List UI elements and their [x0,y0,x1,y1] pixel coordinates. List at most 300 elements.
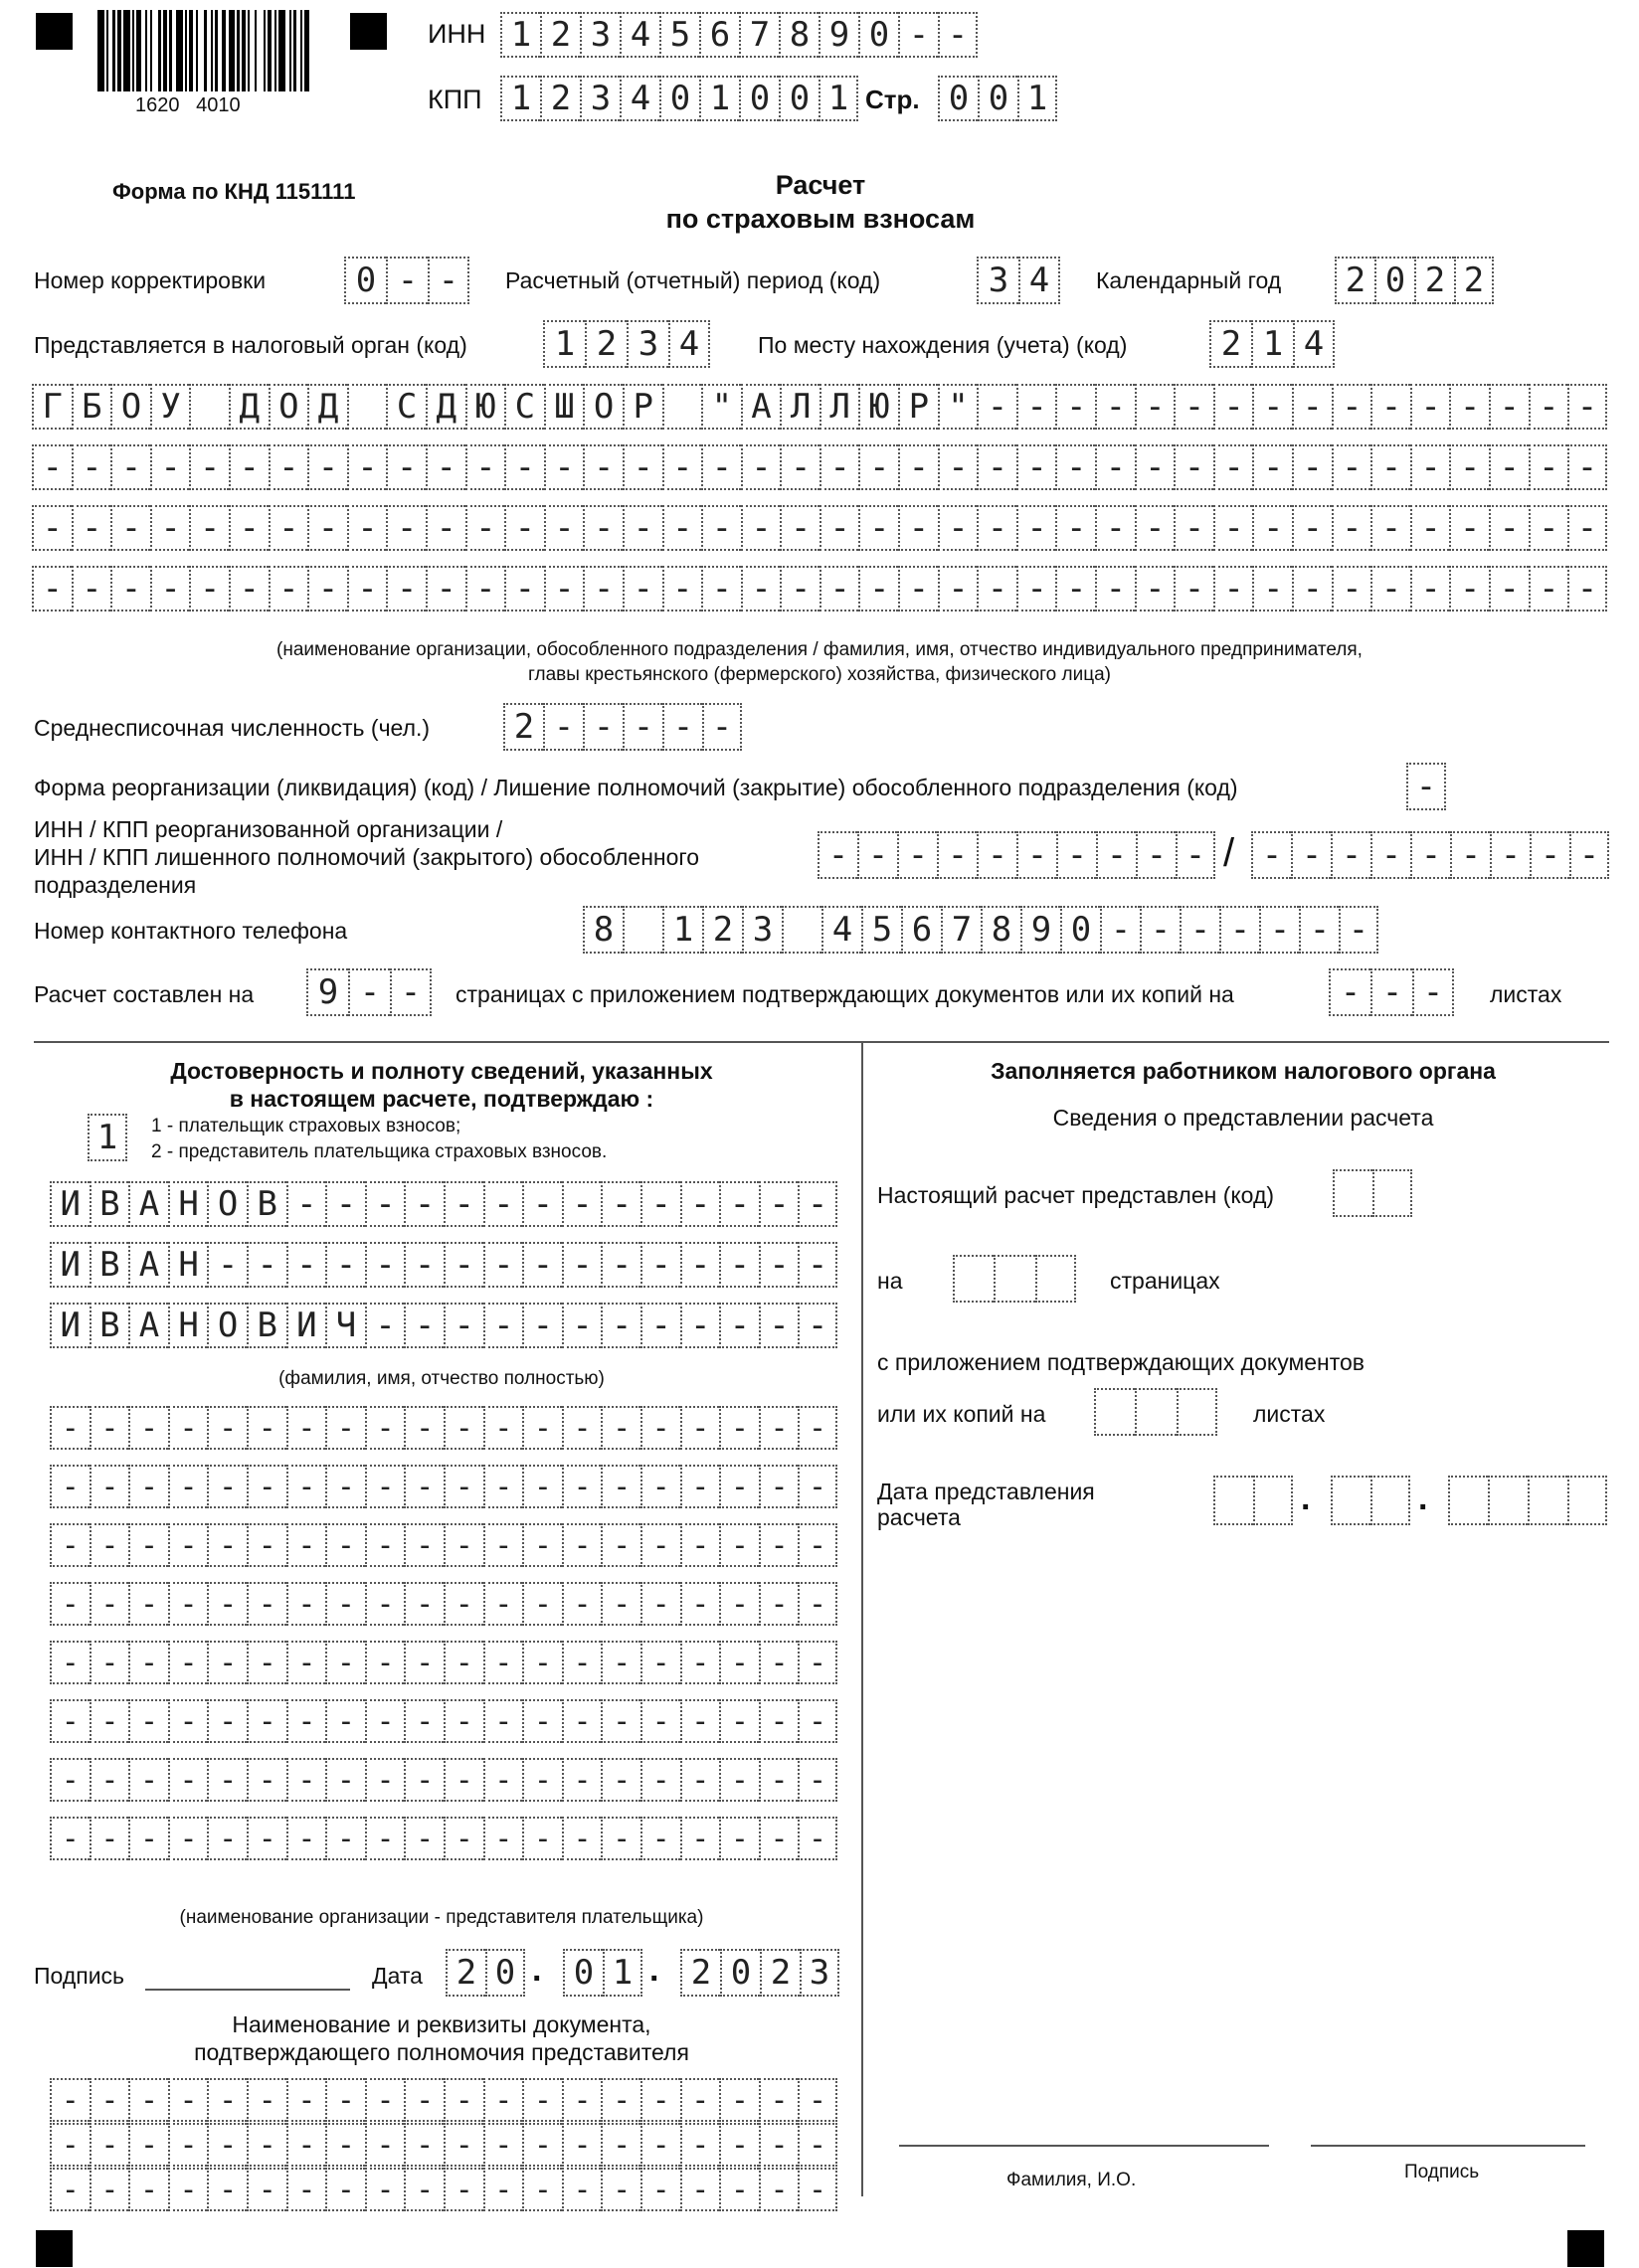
char-cell: - [1370,831,1410,879]
char-cell: - [759,2168,799,2211]
char-cell: - [759,1465,799,1508]
char-cell: 8 [981,906,1020,954]
officer-fio-label: Фамилия, И.О. [1006,2170,1137,2190]
char-cell [782,906,821,954]
char-cell: - [286,1758,326,1802]
char-cell: 0 [1060,906,1100,954]
period-field[interactable] [977,257,1060,304]
char-cell: - [680,1582,720,1626]
inn-field[interactable] [500,12,978,58]
char-cell: - [562,2168,602,2211]
char-cell: - [562,1465,602,1508]
char-cell: - [798,1523,837,1567]
signature-line[interactable] [145,1989,350,1991]
char-cell: - [1213,384,1253,430]
submission-date-label-2: расчета [877,1504,961,1530]
char-cell: - [1135,505,1175,551]
char-cell: - [1332,444,1371,490]
char-cell: - [1174,566,1213,611]
char-cell: - [719,1758,759,1802]
char-cell: - [50,1758,90,1802]
kpp-field[interactable] [500,76,858,121]
org-name-row-2[interactable] [32,444,1607,490]
rep-org-row-1[interactable] [50,1406,837,1450]
char-cell: - [286,1181,326,1227]
char-cell: - [426,566,465,611]
date-dot-2: . [649,1951,659,1989]
char-cell: - [1174,444,1213,490]
rep-org-row-8[interactable] [50,1817,837,1860]
char-cell: - [404,1406,444,1450]
char-cell: - [1213,566,1253,611]
char-cell: - [483,1181,523,1227]
char-cell: - [269,505,308,551]
date-month-field[interactable] [563,1949,642,1997]
char-cell: - [1370,444,1410,490]
char-cell: - [857,831,897,879]
char-cell: - [325,1817,365,1860]
char-cell: - [247,2123,286,2167]
char-cell: 1 [1017,76,1057,121]
char-cell: - [583,703,623,751]
char-cell: - [1329,968,1370,1016]
char-cell: 3 [627,320,668,368]
char-cell: - [601,1699,640,1743]
char-cell: - [1016,566,1056,611]
attach-label-2: или их копий на [877,1401,1046,1427]
char-cell: - [1370,566,1410,611]
char-cell: - [1100,906,1140,954]
patronymic-field[interactable] [50,1303,837,1348]
char-cell: - [1490,831,1530,879]
char-cell: - [365,1181,405,1227]
fio-caption: (фамилия, имя, отчество полностью) [278,1368,605,1389]
rep-org-row-3[interactable] [50,1523,837,1567]
char-cell: - [207,1406,247,1450]
confirm-heading-1: Достоверность и полноту сведений, указанных [170,1058,713,1084]
reorg-kpp-field[interactable] [1251,831,1609,879]
char-cell: - [1449,505,1489,551]
officer-pages-label: страницах [1110,1268,1220,1294]
title-line1: Расчет [775,170,866,200]
char-cell: 2 [1454,257,1494,304]
char-cell: - [1095,444,1135,490]
char-cell: 0 [720,1949,760,1997]
rep-org-row-6[interactable] [50,1699,837,1743]
char-cell: В [90,1181,129,1227]
char-cell: - [640,1242,680,1288]
char-cell: - [247,1582,286,1626]
submission-month-field[interactable] [1331,1476,1410,1525]
char-cell: - [1410,566,1450,611]
char-cell: 4 [1293,320,1335,368]
char-cell: - [1410,831,1450,879]
submitted-code-field[interactable] [1333,1169,1412,1217]
char-cell: - [562,2078,602,2122]
char-cell: - [741,566,781,611]
char-cell: - [247,2078,286,2122]
officer-pages-field[interactable] [953,1255,1076,1303]
date-year-field[interactable] [680,1949,839,1997]
char-cell: Г [32,384,72,430]
char-cell: - [798,1303,837,1348]
char-cell: 4 [1018,257,1060,304]
char-cell: - [759,1242,799,1288]
officer-name-line[interactable] [899,2145,1269,2147]
reorg-slash: / [1223,831,1235,875]
char-cell: - [522,1758,562,1802]
char-cell: - [583,444,623,490]
char-cell: - [562,1242,602,1288]
corner-marker-bottom-right [1567,2230,1604,2267]
char-cell: - [562,1758,602,1802]
sheets-field[interactable] [1329,968,1454,1016]
char-cell: - [719,2078,759,2122]
char-cell: - [858,566,898,611]
char-cell: - [1292,505,1332,551]
char-cell: - [1055,384,1095,430]
char-cell: - [522,1817,562,1860]
char-cell: - [444,1817,483,1860]
char-cell: 5 [861,906,901,954]
char-cell: - [662,566,702,611]
char-cell: - [640,1699,680,1743]
char-cell: - [544,444,584,490]
org-name-row-4[interactable] [32,566,1607,611]
rep-org-row-2[interactable] [50,1465,837,1508]
char-cell: - [247,1699,286,1743]
char-cell: - [50,1523,90,1567]
char-cell: - [1567,384,1607,430]
char-cell: - [347,505,387,551]
char-cell: - [562,1817,602,1860]
char-cell: - [110,444,150,490]
reorg-field[interactable] [1406,763,1446,810]
char-cell: - [1135,384,1175,430]
char-cell: - [719,1406,759,1450]
char-cell: - [128,2123,168,2167]
char-cell: - [404,1699,444,1743]
char-cell: - [1489,384,1529,430]
char-cell: - [719,1699,759,1743]
char-cell: - [444,1181,483,1227]
char-cell: - [780,505,820,551]
pages-field[interactable] [306,968,432,1016]
char-cell: - [1332,384,1371,430]
char-cell: - [247,1523,286,1567]
char-cell: 2 [1335,257,1374,304]
char-cell: - [444,1465,483,1508]
submission-date-dot-2: . [1418,1480,1428,1517]
phone-field[interactable] [583,906,1378,954]
page-field[interactable] [938,76,1057,121]
char-cell: - [1095,384,1135,430]
reorg-inn-label-2: ИНН / КПП лишенного полномочий (закрытого) обособленного [34,844,700,870]
char-cell: 0 [938,76,978,121]
rep-org-row-7[interactable] [50,1758,837,1802]
empty-cell [1177,1388,1217,1436]
char-cell: - [719,1465,759,1508]
char-cell: - [820,505,859,551]
char-cell: - [1135,444,1175,490]
char-cell: - [1370,505,1410,551]
officer-sheets-field[interactable] [1094,1388,1217,1436]
sheets-end-label: листах [1490,981,1562,1007]
char-cell: - [522,1242,562,1288]
char-cell: - [207,2078,247,2122]
char-cell: - [128,2168,168,2211]
char-cell: - [522,1406,562,1450]
empty-cell [1370,1476,1410,1525]
char-cell: - [522,2123,562,2167]
char-cell: - [72,505,111,551]
char-cell: - [680,1465,720,1508]
char-cell: Р [623,384,662,430]
char-cell: - [1213,505,1253,551]
char-cell: 6 [901,906,941,954]
barcode-bar [278,10,285,91]
char-cell: - [1252,566,1292,611]
surname-field[interactable] [50,1181,837,1227]
char-cell: - [168,2168,208,2211]
org-name-row-3[interactable] [32,505,1607,551]
correction-field[interactable] [344,257,469,304]
period-label: Расчетный (отчетный) период (код) [505,267,881,293]
char-cell: - [583,505,623,551]
doc-row-2[interactable] [50,2123,837,2167]
location-label: По месту нахождения (учета) (код) [758,332,1128,358]
char-cell: - [522,1699,562,1743]
char-cell [623,906,662,954]
confirm-heading-2: в настоящем расчете, подтверждаю : [229,1086,654,1112]
char-cell: - [522,2168,562,2211]
char-cell: - [640,1817,680,1860]
char-cell: - [1055,505,1095,551]
char-cell: - [1529,505,1568,551]
signature-label: Подпись [34,1963,125,1989]
empty-cell [1372,1169,1412,1217]
form-code: Форма по КНД 1151111 [112,179,356,204]
char-cell: - [798,2078,837,2122]
doc-row-3[interactable] [50,2168,837,2211]
char-cell: Н [168,1181,208,1227]
char-cell: - [404,1181,444,1227]
char-cell: - [189,566,229,611]
reorg-inn-field[interactable] [818,831,1215,879]
char-cell [189,384,229,430]
char-cell: - [858,505,898,551]
char-cell: 8 [583,906,623,954]
signer-option-1: 1 - плательщик страховых взносов; [151,1116,461,1136]
char-cell: - [444,2123,483,2167]
char-cell: " [938,384,978,430]
char-cell: 1 [603,1949,642,1997]
char-cell: С [504,384,544,430]
char-cell: Ш [544,384,584,430]
char-cell: - [128,1406,168,1450]
name-field[interactable] [50,1242,837,1288]
char-cell: - [640,1465,680,1508]
char-cell: Ч [325,1303,365,1348]
char-cell: - [404,1582,444,1626]
char-cell: - [1529,384,1568,430]
barcode-bar [198,10,205,91]
char-cell: - [1016,505,1056,551]
officer-sign-line[interactable] [1311,2145,1585,2147]
char-cell: О [583,384,623,430]
char-cell: - [90,2078,129,2122]
char-cell: - [128,1523,168,1567]
char-cell: - [325,1582,365,1626]
char-cell: - [404,1758,444,1802]
char-cell: - [680,1242,720,1288]
char-cell: - [680,1523,720,1567]
char-cell: - [818,831,857,879]
char-cell: - [483,1465,523,1508]
char-cell: - [286,1641,326,1684]
char-cell: - [247,2168,286,2211]
char-cell: - [90,1699,129,1743]
char-cell: - [1292,566,1332,611]
empty-cell [994,1255,1034,1303]
empty-cell [1135,1388,1176,1436]
char-cell: - [365,1641,405,1684]
char-cell: - [168,2123,208,2167]
char-cell: О [110,384,150,430]
char-cell: - [701,505,741,551]
char-cell: - [404,1817,444,1860]
char-cell: - [562,1303,602,1348]
char-cell: 0 [563,1949,603,1997]
char-cell: - [365,1406,405,1450]
char-cell: - [562,1523,602,1567]
char-cell: - [680,2168,720,2211]
char-cell: 0 [858,12,898,58]
char-cell: Д [307,384,347,430]
char-cell: - [483,1406,523,1450]
char-cell: - [386,444,426,490]
char-cell: - [207,1523,247,1567]
location-field[interactable] [1209,320,1335,368]
char-cell: - [1055,566,1095,611]
reorg-inn-label-3: подразделения [34,872,197,898]
char-cell: - [168,1406,208,1450]
char-cell: - [168,1523,208,1567]
char-cell: - [623,703,662,751]
date-day-field[interactable] [446,1949,525,1997]
officer-sheets-label: листах [1253,1401,1326,1427]
char-cell: - [562,1641,602,1684]
empty-cell [1331,1476,1370,1525]
submission-day-field[interactable] [1213,1476,1293,1525]
char-cell: - [32,444,72,490]
char-cell: 0 [779,76,819,121]
signer-code-field[interactable] [88,1114,127,1161]
org-name-caption-2: главы крестьянского (фермерского) хозяйства, физического лица) [528,664,1111,685]
barcode-number: 1620 4010 [135,94,241,116]
rep-org-row-4[interactable] [50,1582,837,1626]
char-cell: - [286,1817,326,1860]
char-cell: - [325,1523,365,1567]
char-cell: - [365,2123,405,2167]
char-cell: - [522,1181,562,1227]
char-cell: 1 [662,906,702,954]
barcode-bar [229,10,236,91]
char-cell: 7 [941,906,981,954]
char-cell: Л [780,384,820,430]
char-cell: - [798,1406,837,1450]
char-cell: - [325,2123,365,2167]
char-cell: - [798,1181,837,1227]
doc-caption-1: Наименование и реквизиты документа, [232,2011,651,2037]
submission-subheading: Сведения о представлении расчета [1052,1105,1434,1131]
char-cell: - [820,566,859,611]
char-cell: - [522,1641,562,1684]
char-cell: - [1291,831,1331,879]
section-divider [34,1041,1609,1043]
char-cell: - [444,1242,483,1288]
char-cell: - [522,2078,562,2122]
char-cell: В [90,1242,129,1288]
char-cell: - [307,566,347,611]
char-cell: - [662,505,702,551]
char-cell: - [386,257,428,304]
empty-cell [1035,1255,1076,1303]
char-cell: - [444,1699,483,1743]
char-cell: - [404,1465,444,1508]
year-field[interactable] [1335,257,1494,304]
char-cell: - [504,505,544,551]
char-cell: - [90,1758,129,1802]
char-cell: 2 [446,1949,485,1997]
empty-cell [1488,1476,1528,1525]
char-cell: - [719,1582,759,1626]
char-cell: - [977,384,1016,430]
char-cell: - [207,2123,247,2167]
org-name-row-1[interactable] [32,384,1607,430]
barcode-bar [123,10,130,91]
char-cell: - [365,1523,405,1567]
year-label: Календарный год [1096,267,1282,293]
char-cell: - [168,1758,208,1802]
submission-year-field[interactable] [1448,1476,1607,1525]
char-cell: - [640,1181,680,1227]
headcount-field[interactable] [503,703,742,751]
char-cell: - [680,1406,720,1450]
doc-row-1[interactable] [50,2078,837,2122]
char-cell: - [110,505,150,551]
char-cell: - [640,1523,680,1567]
char-cell: - [640,1758,680,1802]
barcode-bar [309,10,316,91]
char-cell: - [128,1465,168,1508]
char-cell: - [286,2123,326,2167]
char-cell: - [562,1582,602,1626]
rep-org-row-5[interactable] [50,1641,837,1684]
char-cell: - [347,444,387,490]
char-cell [347,384,387,430]
char-cell: - [1056,831,1096,879]
char-cell: 1 [1251,320,1293,368]
char-cell: - [483,2123,523,2167]
char-cell: - [1331,831,1370,879]
char-cell: - [50,1641,90,1684]
char-cell: - [798,1817,837,1860]
char-cell: - [1450,831,1490,879]
char-cell: - [741,505,781,551]
doc-caption-2: подтверждающего полномочия представителя [194,2039,689,2065]
tax-authority-field[interactable] [543,320,710,368]
